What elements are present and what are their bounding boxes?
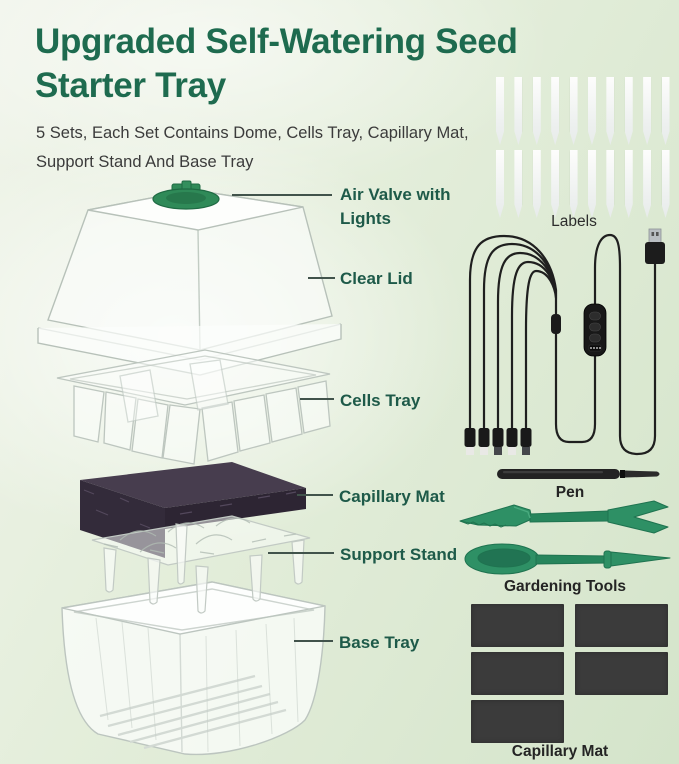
light-connectors-icon — [465, 428, 532, 455]
capillary-mat-piece — [575, 652, 668, 695]
plant-label-stake-icon — [496, 77, 504, 145]
plant-label-stake-icon — [588, 150, 596, 218]
callout-line-clear-lid — [308, 277, 335, 279]
subtitle-line1: 5 Sets, Each Set Contains Dome, Cells Tray, Capillary Mat, — [36, 124, 469, 142]
capillary-mat-piece — [471, 700, 564, 743]
page-title — [35, 20, 518, 108]
callout-line-base-tray — [294, 640, 333, 642]
plant-label-stake-icon — [533, 150, 541, 218]
callout-support-stand: Support Stand — [340, 545, 458, 564]
pen-graphic — [497, 466, 662, 482]
plant-label-stake-icon — [588, 77, 596, 145]
cable-ferrule-icon — [551, 314, 561, 334]
plant-label-stake-icon — [606, 150, 614, 218]
callout-capillary-mat: Capillary Mat — [339, 487, 445, 506]
label-stakes-row — [496, 150, 679, 218]
gardening-tools-graphic — [456, 498, 679, 578]
plant-labels-graphic — [496, 77, 679, 223]
callout-clear-lid: Clear Lid — [340, 269, 413, 288]
labels-caption: Labels — [551, 213, 597, 230]
plant-label-stake-icon — [662, 77, 670, 145]
page-title-line1: Upgraded Self-Watering Seed — [35, 22, 518, 61]
plant-label-stake-icon — [496, 150, 504, 218]
plant-label-stake-icon — [533, 77, 541, 145]
plant-label-stake-icon — [643, 150, 651, 218]
subtitle-line2: Support Stand And Base Tray — [36, 153, 254, 171]
page-title-line2: Starter Tray — [35, 66, 226, 105]
plant-label-stake-icon — [570, 150, 578, 218]
plant-label-stake-icon — [643, 77, 651, 145]
capillary-mat-caption: Capillary Mat — [511, 743, 609, 760]
capillary-mat-piece — [471, 652, 564, 695]
usb-plug-icon — [645, 229, 665, 264]
capillary-mat-piece — [471, 604, 564, 647]
plant-label-stake-icon — [625, 150, 633, 218]
base-tray-graphic — [62, 582, 325, 754]
capillary-mat-swatches — [471, 604, 669, 743]
usb-grow-light-cable-graphic — [456, 228, 679, 464]
callout-air-valve: Air Valve with Lights — [340, 185, 451, 228]
callout-base-tray: Base Tray — [339, 633, 420, 652]
plant-label-stake-icon — [551, 150, 559, 218]
plant-label-stake-icon — [570, 77, 578, 145]
clear-lid-graphic — [38, 190, 341, 375]
capillary-mat-piece — [575, 604, 668, 647]
callout-line-air-valve — [232, 194, 332, 196]
pen-caption: Pen — [555, 484, 585, 501]
callout-line-support-stand — [268, 552, 334, 554]
plant-label-stake-icon — [514, 150, 522, 218]
plant-label-stake-icon — [606, 77, 614, 145]
cells-tray-graphic — [57, 350, 330, 464]
plant-label-stake-icon — [514, 77, 522, 145]
plant-label-stake-icon — [662, 150, 670, 218]
plant-label-stake-icon — [625, 77, 633, 145]
subtitle — [36, 119, 469, 177]
light-controller-icon — [584, 304, 606, 356]
plant-label-stake-icon — [551, 77, 559, 145]
gardening-tools-caption: Gardening Tools — [504, 578, 626, 595]
callout-line-capillary-mat — [297, 494, 333, 496]
callout-cells-tray: Cells Tray — [340, 391, 421, 410]
callout-line-cells-tray — [300, 398, 334, 400]
air-valve-icon — [153, 181, 219, 209]
label-stakes-row — [496, 77, 679, 145]
